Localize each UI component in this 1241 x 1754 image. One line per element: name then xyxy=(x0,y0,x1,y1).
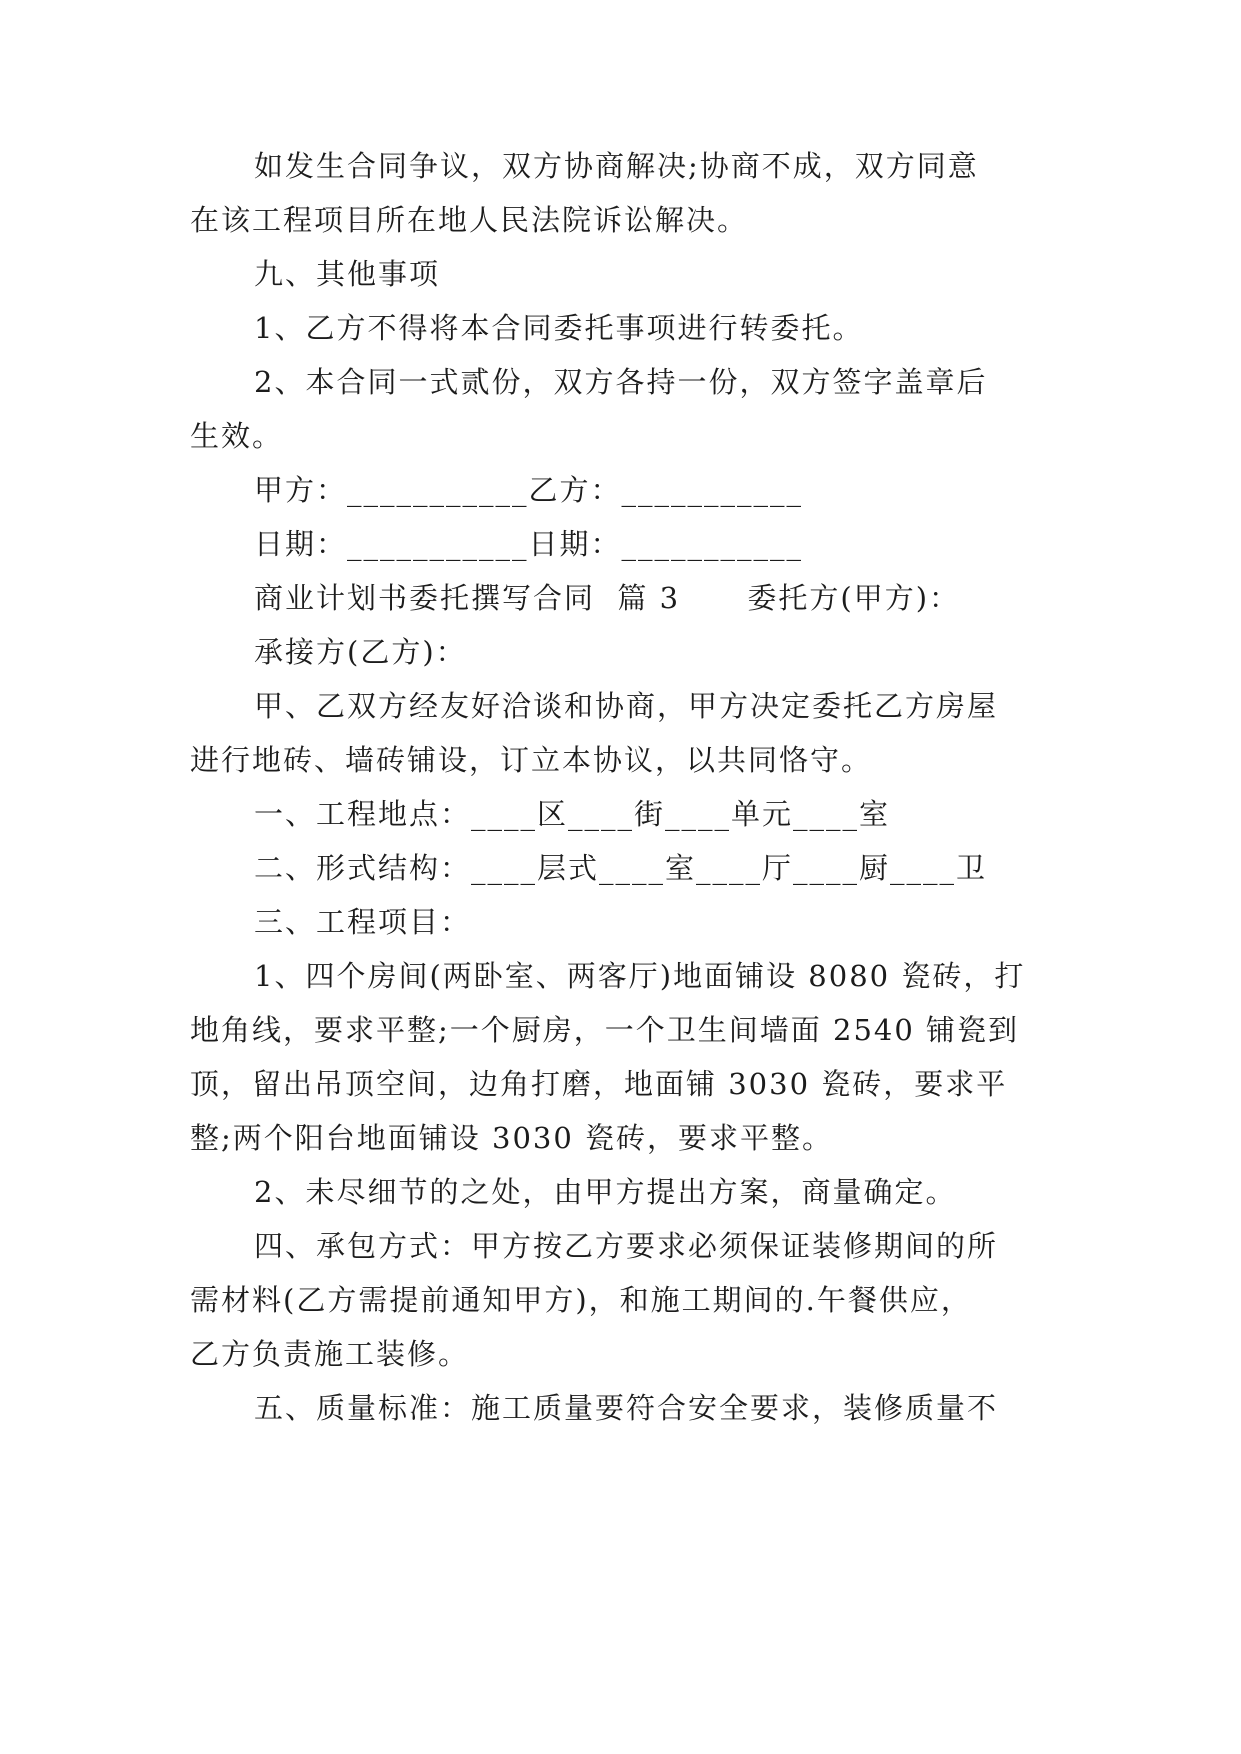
paragraph-line: 1、四个房间(两卧室、两客厅)地面铺设 8080 瓷砖，打 xyxy=(254,959,1026,993)
section-heading: 三、工程项目： xyxy=(254,905,472,939)
paragraph-line: 进行地砖、墙砖铺设，订立本协议，以共同恪守。 xyxy=(190,743,873,777)
paragraph-line: 需材料(乙方需提前通知甲方)，和施工期间的.午餐供应， xyxy=(190,1283,972,1317)
paragraph-line: 承接方(乙方)： xyxy=(254,635,467,669)
date-line: 日期：___________日期：___________ xyxy=(254,527,804,561)
paragraph-line: 乙方负责施工装修。 xyxy=(190,1337,470,1371)
paragraph-line: 地角线，要求平整;一个厨房，一个卫生间墙面 2540 铺瓷到 xyxy=(190,1013,1020,1047)
paragraph-line: 2、本合同一式贰份，双方各持一份，双方签字盖章后 xyxy=(254,365,988,399)
paragraph-line: 1、乙方不得将本合同委托事项进行转委托。 xyxy=(254,311,864,345)
signature-line: 甲方：___________乙方：___________ xyxy=(254,473,804,507)
paragraph-line: 五、质量标准：施工质量要符合安全要求，装修质量不 xyxy=(254,1391,999,1425)
paragraph-line: 四、承包方式：甲方按乙方要求必须保证装修期间的所 xyxy=(254,1229,999,1263)
paragraph-line: 顶，留出吊顶空间，边角打磨，地面铺 3030 瓷砖，要求平 xyxy=(190,1067,1008,1101)
paragraph-line: 生效。 xyxy=(190,419,284,453)
paragraph-line: 如发生合同争议，双方协商解决;协商不成，双方同意 xyxy=(254,149,979,183)
paragraph-line: 在该工程项目所在地人民法院诉讼解决。 xyxy=(190,203,749,237)
paragraph-line: 整;两个阳台地面铺设 3030 瓷砖，要求平整。 xyxy=(190,1121,834,1155)
section-heading: 九、其他事项 xyxy=(254,257,441,291)
paragraph-line: 二、形式结构：____层式____室____厅____厨____卫 xyxy=(254,851,988,885)
contract-title-line: 商业计划书委托撰写合同 篇 3 委托方(甲方)： xyxy=(254,581,961,615)
paragraph-line: 甲、乙双方经友好洽谈和协商，甲方决定委托乙方房屋 xyxy=(254,689,999,723)
paragraph-line: 一、工程地点：____区____街____单元____室 xyxy=(254,797,891,831)
paragraph-line: 2、未尽细节的之处，由甲方提出方案，商量确定。 xyxy=(254,1175,957,1209)
